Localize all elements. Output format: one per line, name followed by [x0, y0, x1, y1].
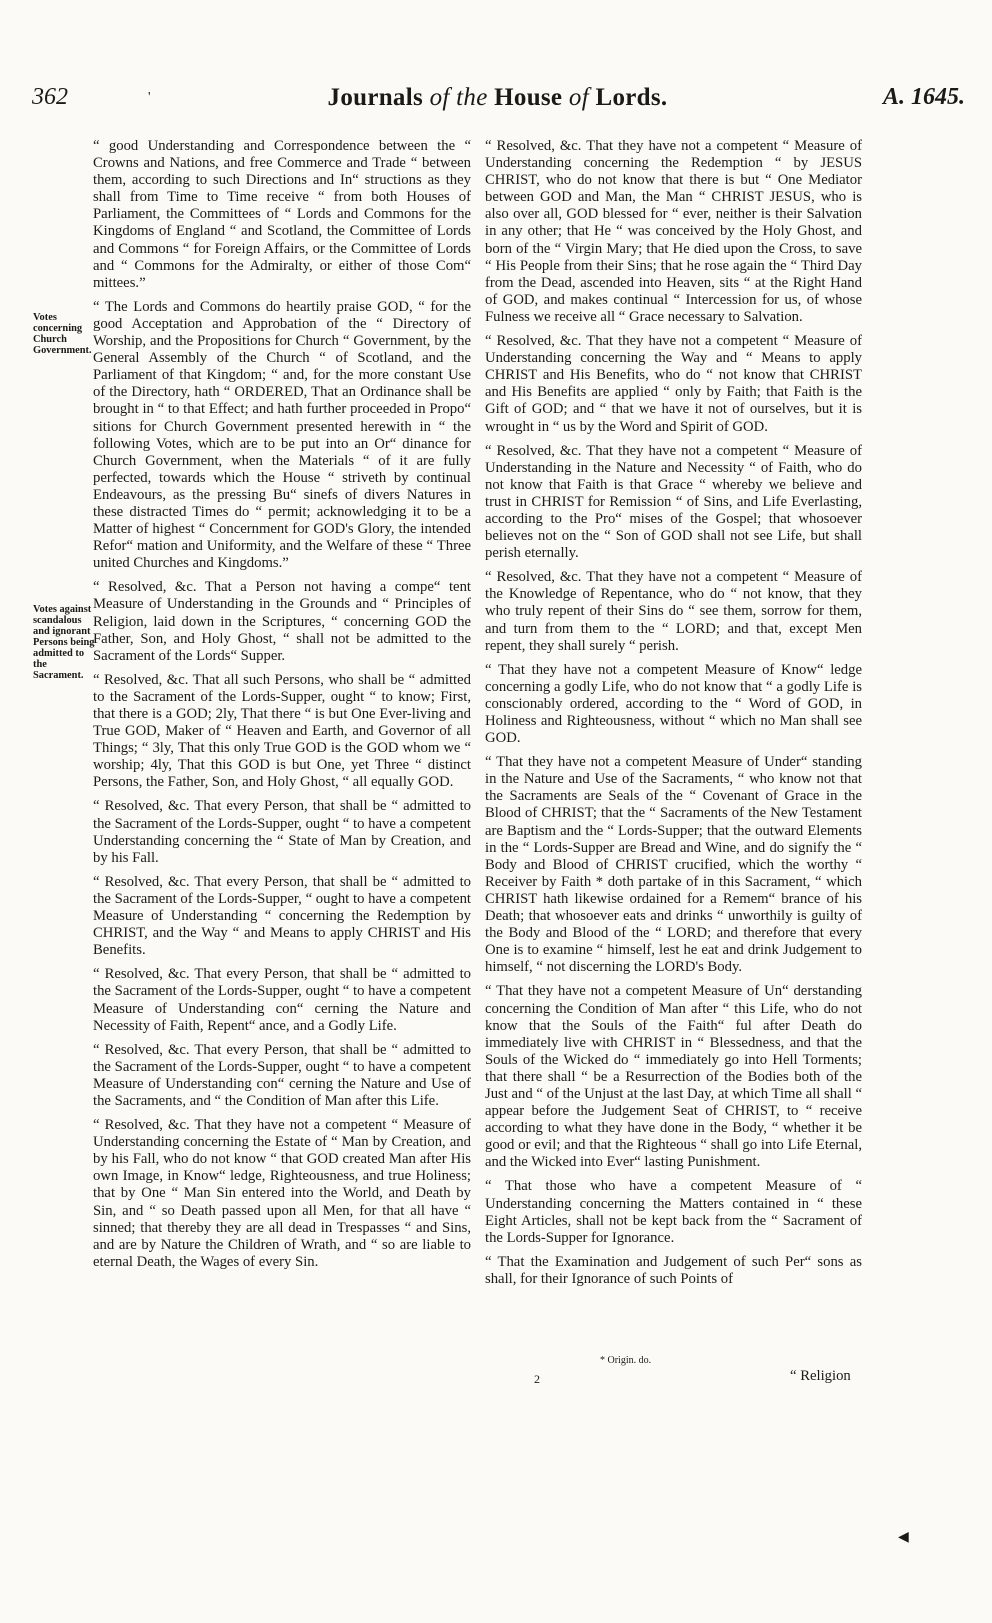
- left-paragraph-6: “ Resolved, &c. That every Person, that shall be “ admitted to the Sacrament of the Lords-Supper, “ ought to have a competent Measure of Understanding “ concerning the Redemption by CHRIST, and the Way “ and Means to apply CHRIST and His Benefits.: [93, 873, 471, 959]
- title-of: of: [568, 84, 596, 111]
- left-paragraph-8: “ Resolved, &c. That every Person, that shall be “ admitted to the Sacrament of the Lords-Supper, ought “ to have a competent Measure of Understanding con“ cerning the Nature and Use of the Sacraments, and “ the Condition of Man after this Life.: [93, 1041, 471, 1109]
- right-paragraph-1: “ Resolved, &c. That they have not a competent “ Measure of Understanding concerning the Redemption “ by JESUS CHRIST, who do not know that there is but “ One Mediator between GOD and Man, the Man “ CHRIST JESUS, who is also over all, GOD blessed for “ ever, neither is their Salvation in any other; that He “ was conceived by the Holy Ghost, and born of the “ Virgin Mary; that He died upon the Cross, to save “ His People from their Sins; that he rose again the “ Third Day from the Dead, ascended into Heaven, sits “ at the Right Hand of GOD, and makes continual “ Intercession for us, of whose Fulness we receive all “ Grace necessary to Salvation.: [485, 138, 862, 325]
- right-paragraph-2: “ Resolved, &c. That they have not a competent “ Measure of Understanding concerning the Way and “ Means to apply CHRIST and His Benefits, who do “ not know that CHRIST and His Benefits are applied “ only by Faith; that Faith is the Gift of GOD; and “ that we have it not of ourselves, but it is wrought in “ us by the Word and Spirit of GOD.: [485, 333, 862, 435]
- right-paragraph-8: “ That those who have a competent Measure of “ Understanding concerning the Matters contained in “ these Eight Articles, shall not be kept back from the “ Sacrament of the Lords-Supper for Ignorance.: [485, 1178, 862, 1246]
- corner-arrow-icon: ◀: [898, 1530, 909, 1545]
- footnote: * Origin. do.: [600, 1355, 652, 1366]
- folio-mark: 2: [534, 1372, 540, 1386]
- right-paragraph-5: “ That they have not a competent Measure of Know“ ledge concerning a godly Life, who do not know that “ a godly Life is conscionably ordered, according to the “ Word of GOD, in Holiness and Righteousness, without “ which no Man shall see GOD.: [485, 661, 862, 747]
- margin-note-sacrament: Votes against scandalous and ignorant Persons being admitted to the Sacrament.: [33, 604, 95, 681]
- right-paragraph-4: “ Resolved, &c. That they have not a competent “ Measure of the Knowledge of Repentance, who do “ not know, that they who truly repent of their Sins do “ see them, sorrow for them, and turn from them to the “ LORD; and that, except Men repent, they shall surely “ perish.: [485, 569, 862, 654]
- left-paragraph-9: “ Resolved, &c. That they have not a competent “ Measure of Understanding concerning the Estate of “ Man by Creation, and by his Fall, who do not know “ that GOD created Man after His own Image, in Know“ ledge, Righteousness, and true Holiness; that by One “ Man Sin entered into the World, and Death by Sin, and “ so Death passed upon all Men, for that all have “ sinned; that thereby they are all dead in Trespasses “ and Sins, and are by Nature the Children of Wrath, and “ so are liable to eternal Death, the Wages of every Sin.: [93, 1117, 471, 1270]
- page-number: 362: [32, 84, 68, 110]
- left-column: [93, 138, 471, 1278]
- title-journals: Journals: [327, 84, 430, 111]
- title-lords: Lords.: [595, 84, 668, 111]
- title-house: House: [494, 84, 569, 111]
- header-tick: ': [148, 90, 151, 105]
- title-of-the: of the: [429, 84, 495, 111]
- journal-title: [30, 84, 965, 112]
- left-paragraph-3: “ Resolved, &c. That a Person not having a compe“ tent Measure of Understanding in the Grounds and “ Principles of Religion, laid down in the Scriptures, “ concerning GOD the Father, Son, and Holy Ghost, “ shall not be admitted to the Sacrament of the Lords“ Supper.: [93, 579, 471, 664]
- right-paragraph-3: “ Resolved, &c. That they have not a competent “ Measure of Understanding in the Nature and Necessity “ of Faith, who do not know that Faith is that Grace “ whereby we believe and trust in CHRIST for Remission “ of Sins, and Life Everlasting, according to the Pro“ mises of the Gospel; that whosoever believes not on the “ Son of GOD shall not see Life, but shall perish eternally.: [485, 442, 862, 562]
- year-label: A. 1645.: [882, 84, 965, 110]
- right-paragraph-7: “ That they have not a competent Measure of Un“ derstanding concerning the Condition of Man after “ this Life, who do not know that the Souls of the Faith“ ful after Death do immediately live with CHRIST in “ Blessedness, and that the Souls of the Wicked do “ immediately go into Hell Torments; that there shall “ be a Resurrection of the Bodies both of the Just and “ of the Unjust at the last Day, at which Time all shall “ appear before the Judgement Seat of CHRIST, to “ receive according to what they have done in the Body, “ whether it be good or evil; and that the Righteous “ shall go into Life Eternal, and the Wicked into Ever“ lasting Punishment.: [485, 983, 862, 1171]
- margin-note-church-government: Votes concerning Church Government.: [33, 312, 92, 356]
- right-column: [485, 138, 862, 1295]
- left-paragraph-7: “ Resolved, &c. That every Person, that shall be “ admitted to the Sacrament of the Lords-Supper, ought “ to have a competent Measure of Understanding con“ cerning the Nature and Necessity of Faith, Repent“ ance, and a Godly Life.: [93, 966, 471, 1034]
- left-paragraph-4: “ Resolved, &c. That all such Persons, who shall be “ admitted to the Sacrament of the Lords-Supper, ought “ to know; First, that there is a GOD; 2ly, That there “ is but One Ever-living and True GOD, Maker of “ Heaven and Earth, and Governor of all Things; “ 3ly, That this only True GOD is the GOD whom we “ worship; 4ly, That this GOD is but One, yet Three “ distinct Persons, the Father, Son, and Holy Ghost, “ all equally GOD.: [93, 671, 471, 791]
- left-paragraph-5: “ Resolved, &c. That every Person, that shall be “ admitted to the Sacrament of the Lords-Supper, ought “ to have a competent Understanding concerning the “ State of Man by Creation, and by his Fall.: [93, 798, 471, 866]
- right-paragraph-6: “ That they have not a competent Measure of Under“ standing in the Nature and Use of the Sacraments, “ who know not that the Sacraments are Seals of the “ Covenant of Grace in the Blood of CHRIST; that the “ Sacraments of the New Testament are Baptism and the “ Lords-Supper; that the outward Elements in the “ Lords-Supper are Bread and Wine, and do signify the “ Body and Blood of CHRIST crucified, which the worthy “ Receiver by Faith * doth partake of in this Sacrament, “ which CHRIST hath likewise ordained for a Remem“ brance of his Death; that whosoever eats and drinks “ unworthily is guilty of the Body and Blood of the “ LORD; and therefore that every One is to examine “ himself, lest he eat and drink Judgement to himself, “ not discerning the LORD's Body.: [485, 754, 862, 976]
- left-paragraph-2: “ The Lords and Commons do heartily praise GOD, “ for the good Acceptation and Approbation of the “ Directory of Worship, and the Propositions for Church “ Government, by the General Assembly of the Church “ of Scotland, and the Parliament of that Kingdom; “ and, for the more constant Use of the Directory, hath “ ORDERED, That an Ordinance shall be brought in “ to that Effect; and hath further proceeded in Propo“ sitions for Church Government presented herewith in “ the following Votes, which are to be put into an Or“ dinance for Church Government, when the Materials “ of it are fully perfected, towards which the House “ striveth by continual Endeavours, as the pressing Bu“ sinefs of divers Natures in these distracted Times do “ permit; acknowledging it to be a Matter of highest “ Concernment for GOD's Glory, the intended Refor“ mation and Uniformity, and the Welfare of these “ Three united Churches and Kingdoms.”: [93, 298, 471, 572]
- left-paragraph-1: “ good Understanding and Correspondence between the “ Crowns and Nations, and free Commerce and Trade “ between them, according to such Directions and In“ structions as they shall from Time to Time receive “ from both Houses of Parliament, the Committees of “ Lords and Commons for the Kingdoms of England “ and Scotland, the Committee of Lords and Commons “ for Foreign Affairs, or the Committee of Lords and “ Commons for the Admiralty, or either of those Com“ mittees.”: [93, 138, 471, 291]
- right-paragraph-9: “ That the Examination and Judgement of such Per“ sons as shall, for their Ignorance of such Points of: [485, 1253, 862, 1287]
- page-header: [30, 84, 965, 124]
- catchword: “ Religion: [790, 1368, 851, 1384]
